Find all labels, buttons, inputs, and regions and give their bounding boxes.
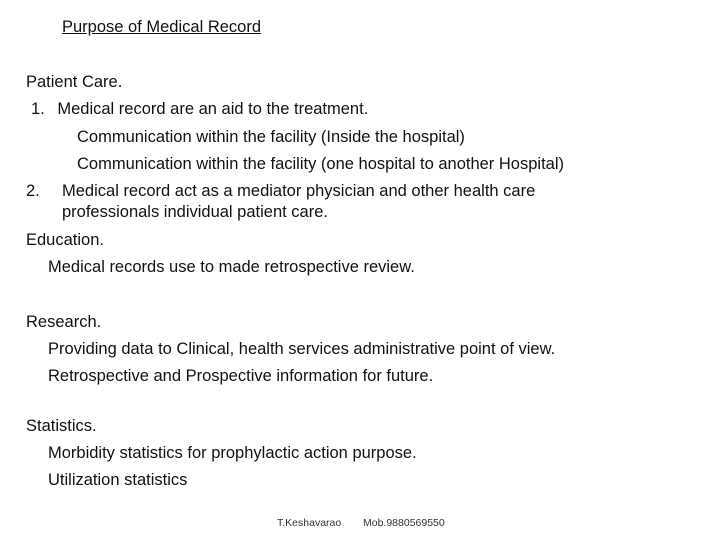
footer-author: T.Keshavarao [277, 517, 342, 529]
item-2-line-1: Medical record act as a mediator physician and other health care [62, 182, 536, 200]
education-heading: Education. [26, 231, 104, 249]
item-2-number: 2. [26, 182, 40, 200]
patient-care-heading: Patient Care. [26, 73, 123, 91]
patient-care-item-2 [26, 181, 535, 201]
research-line-1: Providing data to Clinical, health services administrative point of view. [48, 340, 556, 358]
education-line-1: Medical records use to made retrospective review. [48, 258, 415, 276]
footer-mobile: Mob.9880569550 [363, 517, 445, 529]
item-2-line-2: professionals individual patient care. [62, 203, 328, 221]
research-heading: Research. [26, 313, 102, 331]
slide-title: Purpose of Medical Record [62, 18, 262, 36]
statistics-heading: Statistics. [26, 417, 97, 435]
patient-care-sub-2: Communication within the facility (one hospital to another Hospital) [77, 155, 564, 173]
statistics-line-1: Morbidity statistics for prophylactic action purpose. [48, 444, 417, 462]
research-line-2: Retrospective and Prospective information for future. [48, 367, 434, 385]
item-1-number: 1. [31, 100, 45, 118]
patient-care-item-1 [31, 99, 368, 119]
statistics-line-2: Utilization statistics [48, 471, 188, 489]
item-1-text: Medical record are an aid to the treatment. [57, 100, 369, 118]
patient-care-sub-1: Communication within the facility (Inside the hospital) [77, 128, 465, 146]
